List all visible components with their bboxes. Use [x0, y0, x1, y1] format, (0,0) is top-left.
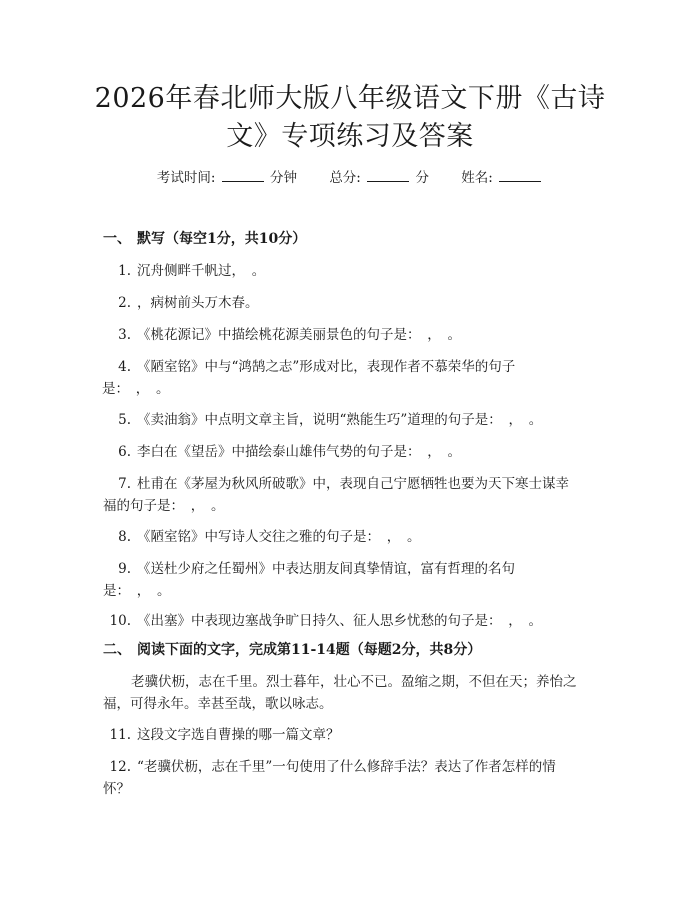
question-number: 1.	[118, 263, 131, 279]
section-1-number: 一、	[103, 231, 131, 247]
question-text: 沉舟侧畔千帆过， 。	[137, 263, 266, 279]
section-2-number: 二、	[103, 642, 131, 658]
exam-time-label: 考试时间:	[156, 170, 216, 186]
question-text-line-2: 怀？	[103, 781, 130, 797]
question-8	[103, 526, 603, 548]
question-text: 这段文字选自曹操的哪一篇文章？	[137, 727, 340, 743]
passage-line-1: 老骥伏枥，志在千里。烈士暮年，壮心不已。盈缩之期，不但在天；养怡之	[131, 674, 577, 690]
question-11	[103, 724, 603, 746]
question-number: 11.	[109, 727, 131, 743]
question-number: 12.	[109, 759, 131, 775]
question-number: 5.	[118, 412, 131, 428]
section-2-title: 阅读下面的文字，完成第11-14题（每题2分，共8分）	[137, 642, 482, 658]
question-number: 9.	[118, 561, 131, 577]
question-3	[103, 324, 603, 346]
question-text-line-2: 是： ， 。	[102, 381, 170, 397]
question-text: 李白在《望岳》中描绘泰山雄伟气势的句子是： ， 。	[137, 444, 461, 460]
question-text-line-1: 杜甫在《茅屋为秋风所破歌》中，表现自己宁愿牺牲也要为天下寒士谋幸	[137, 476, 569, 492]
question-text-line-2: 是： ， 。	[103, 583, 171, 599]
total-score-field	[329, 168, 429, 188]
question-4	[103, 356, 603, 400]
question-text: 《桃花源记》中描绘桃花源美丽景色的句子是： ， 。	[137, 327, 461, 343]
reading-passage	[103, 671, 603, 715]
question-text-line-1: 《送杜少府之任蜀州》中表达朋友间真挚情谊，富有哲理的名句	[137, 561, 515, 577]
question-text-line-1: 《陋室铭》中与“鸿鹄之志”形成对比，表现作者不慕荣华的句子	[137, 359, 516, 375]
question-number: 2.	[118, 295, 131, 311]
question-text: ，病树前头万木春。	[137, 295, 259, 311]
question-number: 8.	[118, 529, 131, 545]
exam-time-unit: 分钟	[270, 170, 298, 186]
section-1-heading	[103, 229, 306, 249]
exam-info-row	[0, 168, 700, 188]
question-5	[103, 409, 603, 431]
section-2-heading	[103, 640, 481, 660]
question-number: 4.	[118, 359, 131, 375]
question-text-line-2: 福的句子是： ， 。	[103, 498, 225, 514]
question-7	[103, 473, 603, 517]
question-2	[103, 292, 603, 314]
total-score-label: 总分:	[329, 170, 361, 186]
question-12	[103, 756, 603, 800]
name-field	[461, 168, 543, 188]
question-number: 10.	[109, 613, 131, 629]
section-1-title: 默写（每空1分，共10分）	[137, 231, 307, 247]
question-text-line-1: “老骥伏枥，志在千里”一句使用了什么修辞手法？表达了作者怎样的情	[137, 759, 556, 775]
question-text: 《陋室铭》中写诗人交往之雅的句子是： ， 。	[137, 529, 421, 545]
question-10	[103, 610, 603, 632]
question-9	[103, 558, 603, 602]
exam-time-field	[157, 168, 297, 188]
total-score-blank[interactable]	[367, 169, 409, 182]
name-label: 姓名:	[461, 170, 493, 186]
exam-time-blank[interactable]	[222, 169, 264, 182]
total-score-unit: 分	[415, 170, 429, 186]
question-6	[103, 441, 603, 463]
question-text: 《卖油翁》中点明文章主旨，说明“熟能生巧”道理的句子是： ， 。	[137, 412, 543, 428]
question-number: 6.	[118, 444, 131, 460]
question-text: 《出塞》中表现边塞战争旷日持久、征人思乡忧愁的句子是： ， 。	[137, 613, 542, 629]
question-number: 7.	[118, 476, 131, 492]
name-blank[interactable]	[499, 169, 541, 182]
passage-line-2: 福，可得永年。幸甚至哉，歌以咏志。	[103, 696, 333, 712]
document-title-line-1: 2026年春北师大版八年级语文下册《古诗	[94, 83, 606, 114]
document-title-line-2: 文》专项练习及答案	[226, 121, 474, 152]
question-1	[103, 260, 603, 282]
question-number: 3.	[118, 327, 131, 343]
